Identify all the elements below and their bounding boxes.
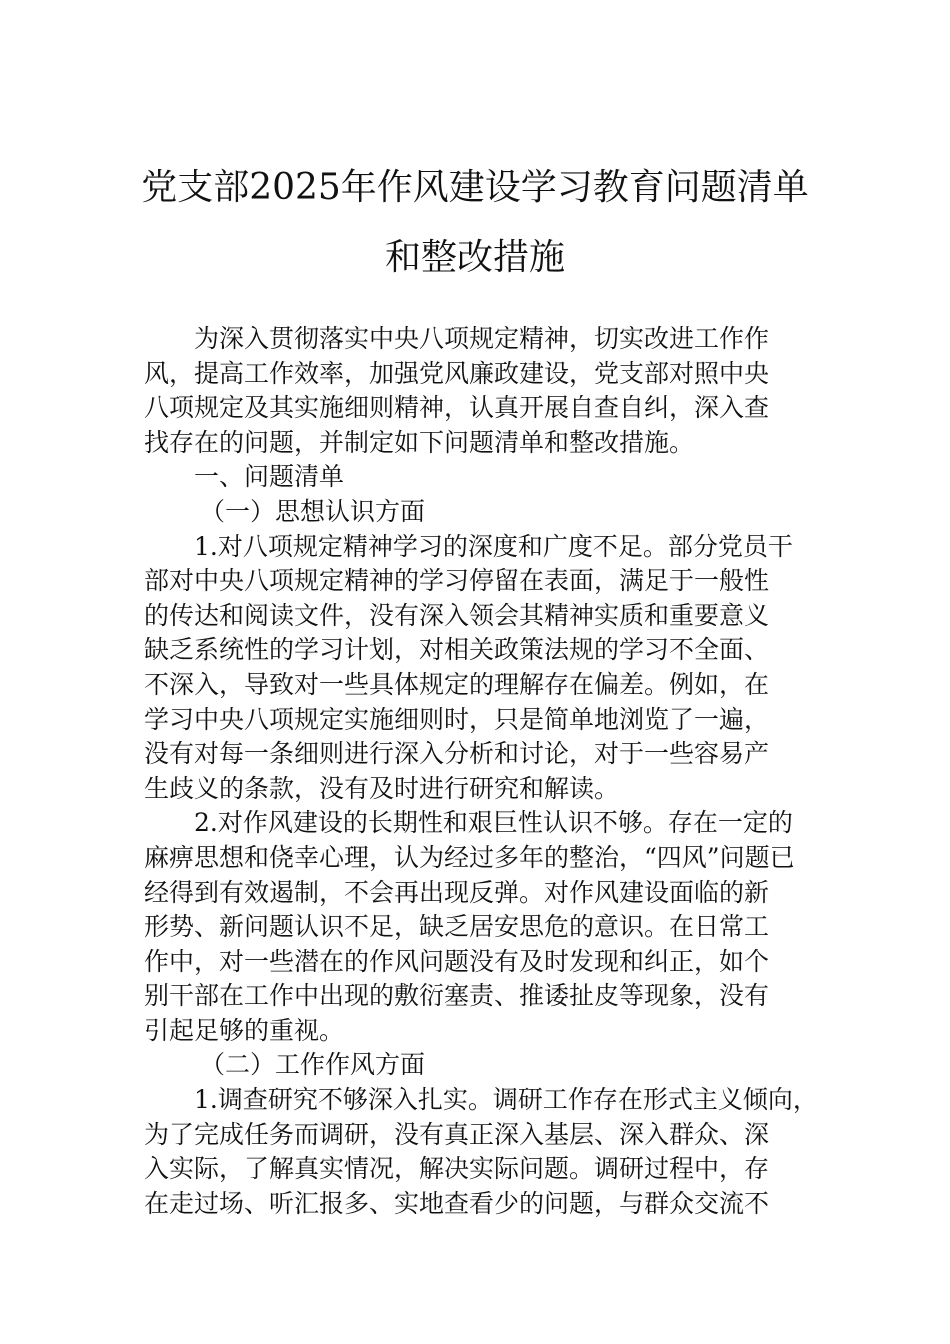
section-heading: 一、问题清单 — [194, 462, 345, 492]
paragraph-line: 学习中央八项规定实施细则时，只是简单地浏览了一遍， — [144, 704, 770, 734]
paragraph-line: 1.对八项规定精神学习的深度和广度不足。部分党员干 — [194, 531, 793, 561]
paragraph-line: 风，提高工作效率，加强党风廉政建设，党支部对照中央 — [144, 358, 770, 388]
paragraph-line: 的传达和阅读文件，没有深入领会其精神实质和重要意义 — [144, 600, 770, 630]
paragraph-line: 八项规定及其实施细则精神，认真开展自查自纠，深入查 — [144, 393, 770, 423]
subsection-heading: （一）思想认识方面 — [200, 496, 426, 526]
document-title-line-1: 党支部2025年作风建设学习教育问题清单 — [141, 167, 809, 208]
paragraph-line: 部对中央八项规定精神的学习停留在表面，满足于一般性 — [144, 566, 770, 596]
paragraph-line: 不深入，导致对一些具体规定的理解存在偏差。例如，在 — [144, 669, 770, 699]
paragraph-line: 麻痹思想和侥幸心理，认为经过多年的整治，“四风”问题已 — [144, 842, 795, 872]
paragraph-line: 经得到有效遏制，不会再出现反弹。对作风建设面临的新 — [144, 877, 770, 907]
subsection-heading: （二）工作作风方面 — [200, 1050, 426, 1080]
document-body — [144, 322, 818, 1221]
paragraph-line: 缺乏系统性的学习计划，对相关政策法规的学习不全面、 — [144, 635, 770, 665]
paragraph-line: 作中，对一些潜在的作风问题没有及时发现和纠正，如个 — [144, 946, 770, 976]
document-title-line-2: 和整改措施 — [384, 237, 565, 278]
paragraph-line: 找存在的问题，并制定如下问题清单和整改措施。 — [144, 427, 695, 457]
paragraph-line: 为了完成任务而调研，没有真正深入基层、深入群众、深 — [144, 1119, 770, 1149]
paragraph-line: 为深入贯彻落实中央八项规定精神，切实改进工作作 — [194, 324, 770, 353]
paragraph-line: 引起足够的重视。 — [144, 1015, 345, 1045]
paragraph-line: 在走过场、听汇报多、实地查看少的问题，与群众交流不 — [144, 1188, 770, 1218]
paragraph-line: 没有对每一条细则进行深入分析和讨论，对于一些容易产 — [144, 739, 770, 769]
paragraph-line: 2.对作风建设的长期性和艰巨性认识不够。存在一定的 — [194, 808, 793, 838]
paragraph-line: 入实际，了解真实情况，解决实际问题。调研过程中，存 — [144, 1154, 770, 1184]
paragraph-line: 1.调查研究不够深入扎实。调研工作存在形式主义倾向， — [194, 1085, 818, 1115]
paragraph-line: 生歧义的条款，没有及时进行研究和解读。 — [144, 773, 620, 803]
paragraph-line: 别干部在工作中出现的敷衍塞责、推诿扯皮等现象，没有 — [144, 981, 770, 1011]
paragraph-line: 形势、新问题认识不足，缺乏居安思危的意识。在日常工 — [144, 912, 770, 942]
